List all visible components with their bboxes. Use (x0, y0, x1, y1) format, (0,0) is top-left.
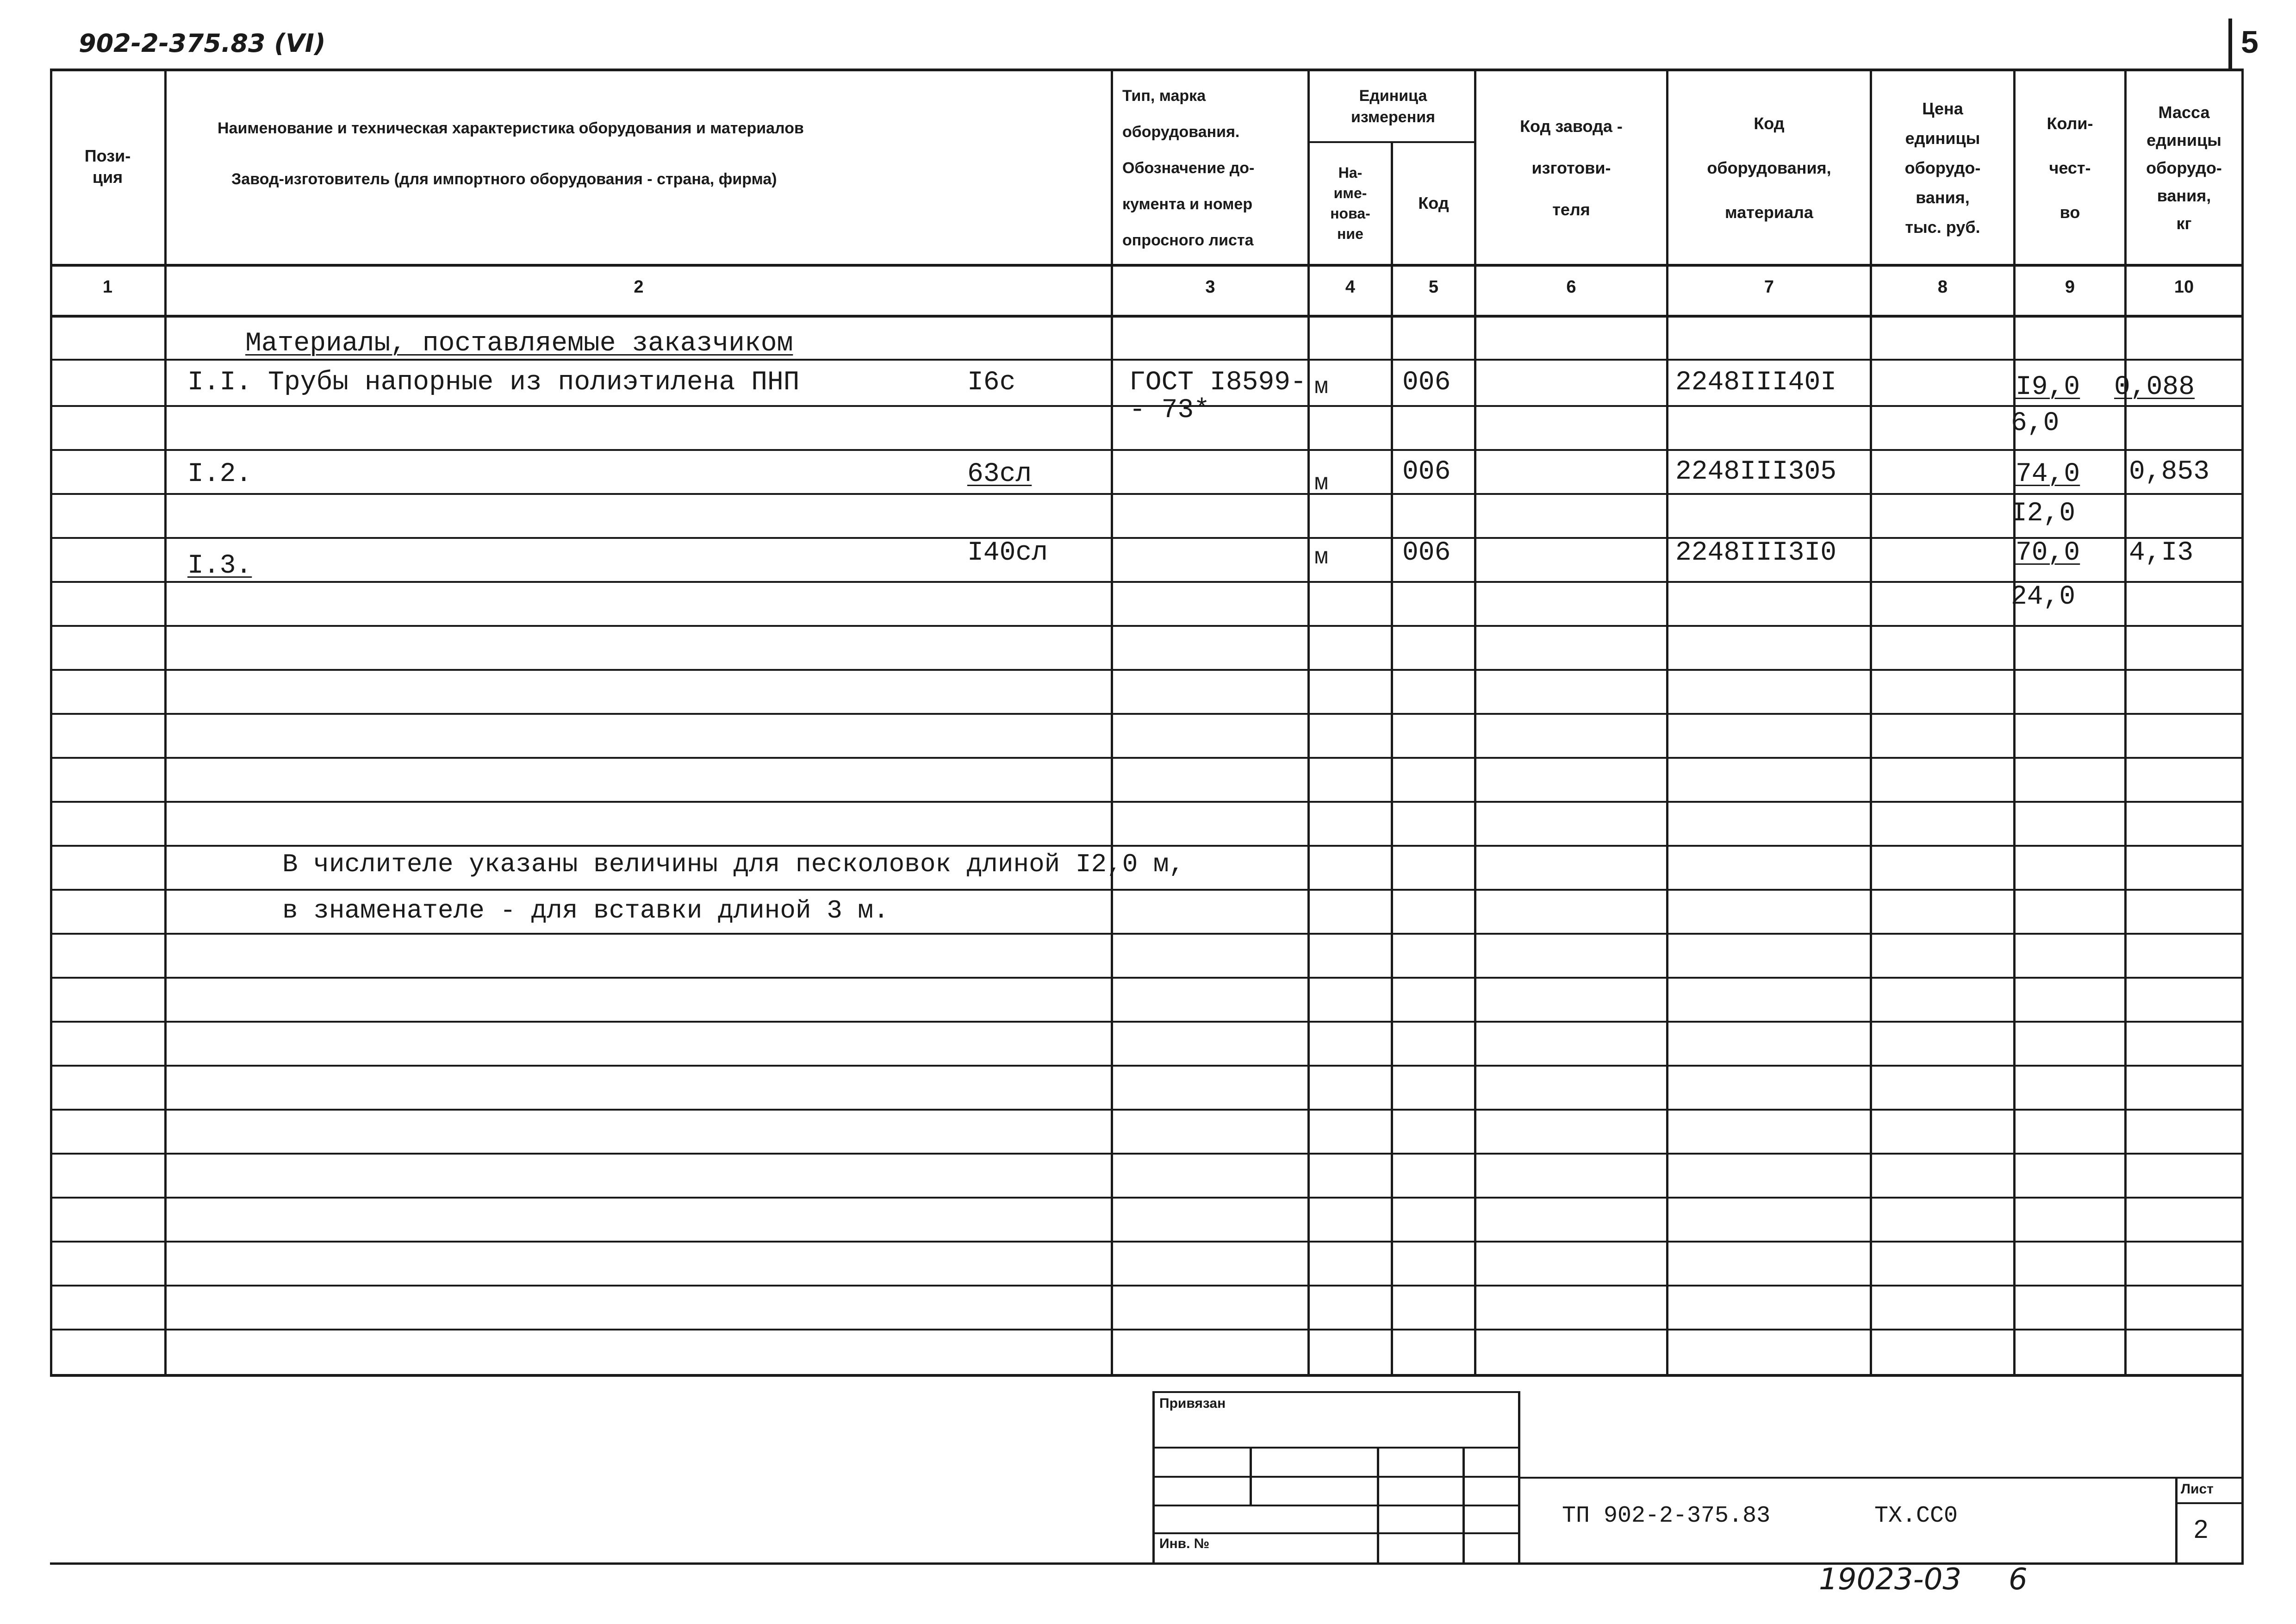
item-3-unit: м (1314, 544, 1329, 571)
item-2-material-code: 2248III305 (1675, 457, 1837, 487)
column-number-8: 8 (1937, 277, 1948, 297)
item-1-unit-code: 006 (1402, 368, 1451, 398)
row-line (50, 1241, 2244, 1243)
stamp-bound-label: Привязан (1159, 1396, 1226, 1411)
header-unit-price: Цена единицы оборудо- вания, тыс. руб. (1904, 99, 1981, 237)
row-line (50, 1329, 2244, 1330)
column-number-2: 2 (634, 277, 644, 297)
handwritten-inventory-number: 19023-03 (1819, 1562, 1962, 1597)
stamp-grid (1152, 1505, 1520, 1506)
sheet-box-left (2175, 1477, 2178, 1562)
item-1-doc-line-1: ГОСТ I8599- (1129, 368, 1307, 398)
stamp-grid-v (1377, 1447, 1379, 1562)
item-1-mass: 0,088 (2114, 372, 2195, 402)
row-line (50, 845, 2244, 847)
header-factory-code: Код завода - изготови- теля (1520, 116, 1623, 219)
stamp-inv-label: Инв. № (1159, 1536, 1210, 1551)
row-line (50, 1285, 2244, 1287)
item-2-unit: м (1314, 470, 1329, 497)
row-line (50, 1153, 2244, 1155)
colnum-bottom-border (50, 315, 2244, 318)
item-2-type: 63сл (967, 459, 1032, 489)
column-number-10: 10 (2174, 277, 2194, 297)
item-3-mass: 4,I3 (2129, 538, 2194, 568)
column-number-7: 7 (1764, 277, 1774, 297)
column-number-5: 5 (1428, 277, 1439, 297)
item-3-type: I40сл (967, 538, 1048, 568)
row-line (50, 977, 2244, 979)
row-line (50, 669, 2244, 671)
column-number-3: 3 (1205, 277, 1215, 297)
row-line (50, 493, 2244, 495)
frame-right (2241, 69, 2244, 1564)
frame-left (50, 69, 52, 1377)
item-2-unit-code: 006 (1402, 457, 1451, 487)
col-line-5 (1474, 69, 1476, 1377)
sheet-box-divider (2175, 1502, 2244, 1504)
page-number: 5 (2241, 25, 2259, 60)
item-2-qty-denominator: I2,0 (2011, 499, 2076, 529)
header-name-line-2: Завод-изготовитель (для импортного оборудования - страна, фирма) (231, 170, 777, 188)
stamp-grid (1152, 1476, 1520, 1478)
section-title: Материалы, поставляемые заказчиком (245, 329, 793, 359)
row-line (50, 625, 2244, 627)
col-line-6 (1666, 69, 1668, 1377)
column-number-9: 9 (2065, 277, 2075, 297)
col-line-2 (1111, 69, 1113, 1377)
item-1-qty-denominator: 6,0 (2011, 408, 2060, 438)
row-line (50, 801, 2244, 803)
stamp-grid-v (1462, 1447, 1465, 1562)
item-1-material-code: 2248III40I (1675, 368, 1837, 398)
item-1-name: I.I. Трубы напорные из полиэтилена ПНП (187, 368, 800, 398)
stamp-top (1152, 1391, 1520, 1393)
header-unit-code: Код (1418, 194, 1449, 212)
item-3-unit-code: 006 (1402, 538, 1451, 568)
table-top-border (50, 69, 2244, 71)
note-line-2: в знаменателе - для вставки длиной 3 м. (282, 896, 889, 925)
item-1-doc-line-2: - 73* (1129, 395, 1210, 425)
item-2-qty-numerator: 74,0 (2016, 459, 2080, 489)
row-line (50, 581, 2244, 583)
handwritten-mark: 6 (2009, 1562, 2028, 1597)
page-number-rule (2228, 19, 2232, 69)
header-type-doc: Тип, марка оборудования. Обозначение до- кумента и номер опросного листа (1122, 87, 1255, 249)
sheet-number: 2 (2194, 1514, 2209, 1543)
col-line-3 (1307, 69, 1310, 1377)
row-line (50, 933, 2244, 935)
col-line-8 (2013, 69, 2016, 1377)
col-line-9 (2124, 69, 2127, 1377)
title-block-top (1518, 1477, 2244, 1479)
header-unit-name: На- име- нова- ние (1330, 164, 1370, 242)
item-3-material-code: 2248III3I0 (1675, 538, 1837, 568)
stamp-grid (1152, 1532, 1520, 1534)
column-number-1: 1 (102, 277, 113, 297)
table-bottom-border (50, 1374, 2244, 1377)
row-line (50, 713, 2244, 715)
row-line (50, 757, 2244, 759)
column-number-6: 6 (1566, 277, 1576, 297)
item-3-qty-denominator: 24,0 (2011, 582, 2076, 612)
row-line (50, 1109, 2244, 1111)
header-position: Пози- ция (84, 146, 131, 187)
item-2-mass: 0,853 (2129, 457, 2210, 487)
col-line-4 (1391, 143, 1393, 1377)
item-3-qty-numerator: 70,0 (2016, 538, 2080, 568)
document-code-top: 902-2-375.83 (VI) (79, 29, 326, 58)
header-unit-group: Единица измерения (1351, 87, 1435, 126)
col-line-7 (1870, 69, 1872, 1377)
item-3-name: I.3. (187, 551, 252, 581)
project-code: ТП 902-2-375.83 (1562, 1503, 1771, 1529)
header-quantity: Коли- чест- во (2047, 113, 2093, 222)
item-1-type: I6с (967, 368, 1016, 398)
sheet-label: Лист (2181, 1481, 2214, 1497)
item-1-qty-numerator: I9,0 (2016, 372, 2080, 402)
item-2-name: I.2. (187, 459, 252, 489)
row-line (50, 537, 2244, 539)
column-number-4: 4 (1345, 277, 1356, 297)
row-line (50, 1065, 2244, 1067)
row-line (50, 1021, 2244, 1023)
row-line (50, 1197, 2244, 1199)
note-line-1: В числителе указаны величины для песколовок длиной I2,0 м, (282, 849, 1185, 879)
stamp-grid-v (1250, 1447, 1252, 1505)
document-mark: ТХ.СС0 (1874, 1503, 1958, 1529)
row-line (50, 889, 2244, 891)
row-line (50, 449, 2244, 451)
header-material-code: Код оборудования, материала (1707, 113, 1831, 222)
header-name-line-1: Наименование и техническая характеристика оборудования и материалов (218, 119, 804, 137)
header-unit-mass: Масса единицы оборудо- вания, кг (2146, 102, 2222, 233)
item-1-unit: м (1314, 374, 1329, 400)
col-line-1 (164, 69, 167, 1377)
stamp-grid (1152, 1447, 1520, 1449)
